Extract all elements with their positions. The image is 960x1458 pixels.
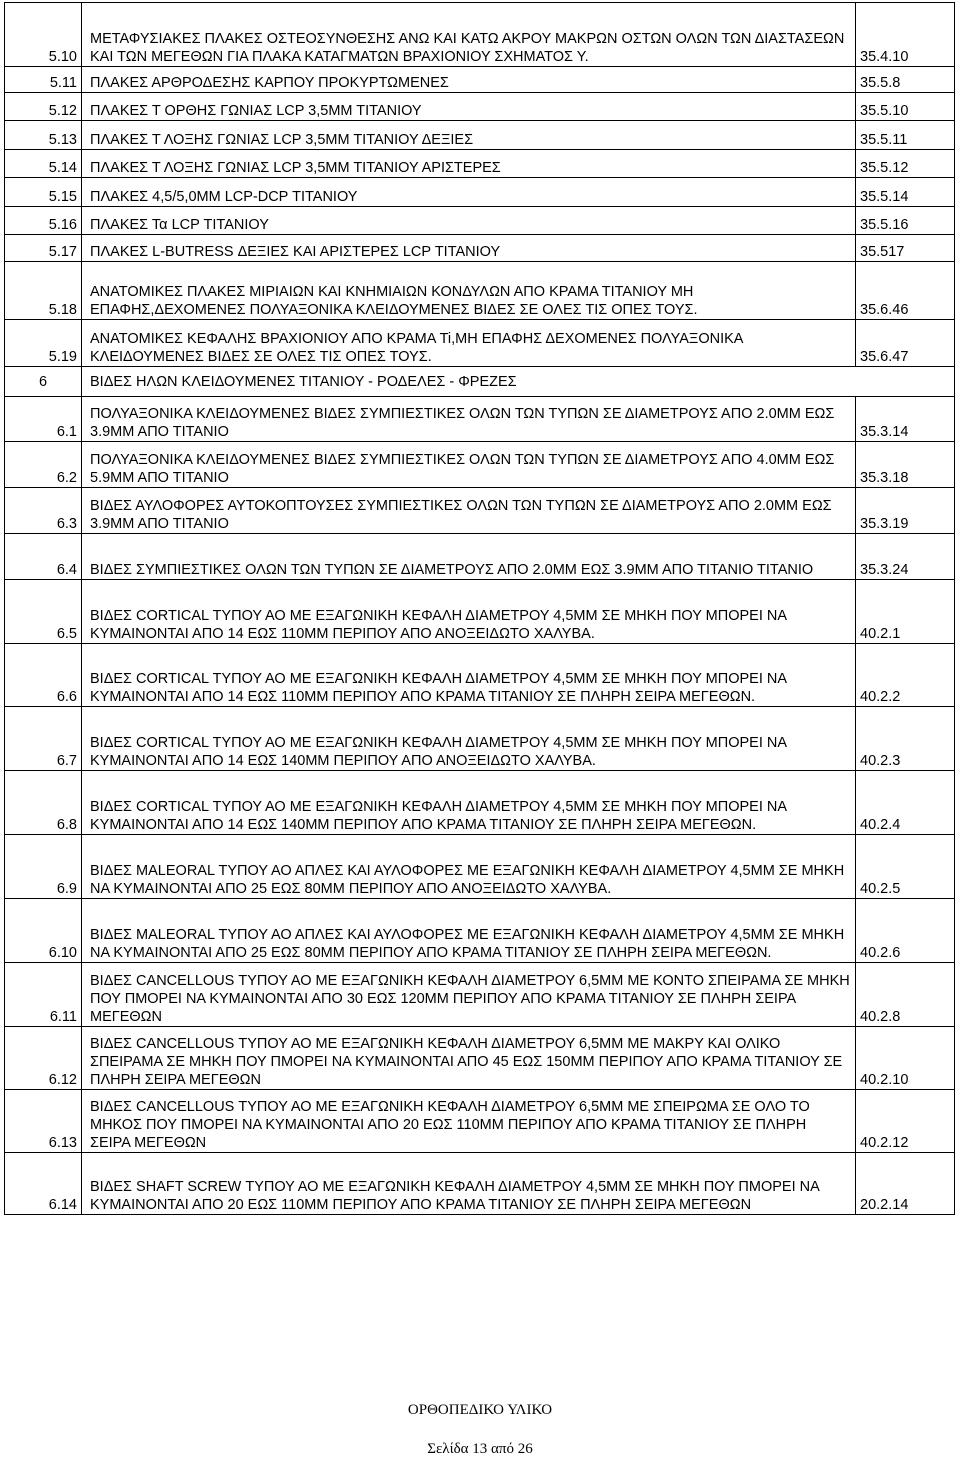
item-description: ΒΙΔΕΣ SHAFT SCREW ΤΥΠΟΥ ΑΟ ΜΕ ΕΞΑΓΩΝΙΚΗ ΚΕΦΑΛΗ ΔΙΑΜΕΤΡΟΥ 4,5ΜΜ ΣΕ ΜΗΚΗ ΠΟΥ ΠΜΟΡΕΙ ΝΑ ΚΥΜΑΙΝΟΝΤΑΙ ΑΠΟ 20 ΕΩΣ 110ΜΜ ΠΕΡΙΠΟΥ ΑΠΟ ΚΡΑΜΑ ΤΙΤΑΝΙΟΥ ΣΕ ΠΛΗΡΗ ΣΕΙΡΑ ΜΕΓΕΘΩΝ bbox=[82, 1153, 856, 1215]
item-description: ΠΛΑΚΕΣ L-BUTRESS ΔΕΞΙΕΣ ΚΑΙ ΑΡΙΣΤΕΡΕΣ LCP ΤΙΤΑΝΙΟΥ bbox=[82, 235, 856, 262]
item-number: 6.3 bbox=[5, 488, 82, 534]
item-code: 40.2.2 bbox=[856, 644, 955, 707]
table-row bbox=[5, 178, 955, 207]
item-code: 35.6.47 bbox=[856, 320, 955, 367]
item-description: ΒΙΔΕΣ ΑΥΛΟΦΟΡΕΣ ΑΥΤΟΚΟΠΤΟΥΣΕΣ ΣΥΜΠΙΕΣΤΙΚΕΣ ΟΛΩΝ ΤΩΝ ΤΥΠΩΝ ΣΕ ΔΙΑΜΕΤΡΟΥΣ ΑΠΟ 2.0ΜΜ ΕΩΣ 3.9ΜΜ ΑΠΟ ΤΙΤΑΝΙΟ bbox=[82, 488, 856, 534]
item-description: ΒΙΔΕΣ CANCELLOUS ΤΥΠΟΥ ΑΟ ΜΕ ΕΞΑΓΩΝΙΚΗ ΚΕΦΑΛΗ ΔΙΑΜΕΤΡΟΥ 6,5ΜΜ ΜΕ ΜΑΚΡΥ ΚΑΙ ΟΛΙΚΟ ΣΠΕΙΡΑΜΑ ΣΕ ΜΗΚΗ ΠΟΥ ΠΜΟΡΕΙ ΝΑ ΚΥΜΑΙΝΟΝΤΑΙ ΑΠΟ 45 ΕΩΣ 150ΜΜ ΠΕΡΙΠΟΥ ΑΠΟ ΚΡΑΜΑ ΤΙΤΑΝΙΟΥ ΣΕ ΠΛΗΡΗ ΣΕΙΡΑ ΜΕΓΕΘΩΝ bbox=[82, 1027, 856, 1090]
item-description: ΒΙΔΕΣ ΗΛΩΝ ΚΛΕΙΔΟΥΜΕΝΕΣ ΤΙΤΑΝΙΟΥ - ΡΟΔΕΛΕΣ - ΦΡΕΖΕΣ bbox=[82, 367, 955, 397]
item-description: ΠΛΑΚΕΣ Τ ΛΟΞΗΣ ΓΩΝΙΑΣ LCP 3,5ΜΜ ΤΙΤΑΝΙΟΥ ΔΕΞΙΕΣ bbox=[82, 121, 856, 150]
item-number: 5.15 bbox=[5, 178, 82, 207]
item-number: 6.9 bbox=[5, 835, 82, 899]
item-code: 40.2.6 bbox=[856, 899, 955, 963]
item-code: 35.5.14 bbox=[856, 178, 955, 207]
item-number: 5.11 bbox=[5, 67, 82, 93]
item-code: 35.3.14 bbox=[856, 397, 955, 442]
item-code: 40.2.5 bbox=[856, 835, 955, 899]
item-number: 5.19 bbox=[5, 320, 82, 367]
item-code: 35.5.10 bbox=[856, 93, 955, 121]
table-row bbox=[5, 963, 955, 1027]
item-description: ΒΙΔΕΣ ΣΥΜΠΙΕΣΤΙΚΕΣ ΟΛΩΝ ΤΩΝ ΤΥΠΩΝ ΣΕ ΔΙΑΜΕΤΡΟΥΣ ΑΠΟ 2.0ΜΜ ΕΩΣ 3.9ΜΜ ΑΠΟ ΤΙΤΑΝΙΟ ΤΙΤΑΝΙΟ bbox=[82, 534, 856, 580]
item-number: 5.17 bbox=[5, 235, 82, 262]
table-row bbox=[5, 1090, 955, 1153]
item-description: ΒΙΔΕΣ MALEORAL ΤΥΠΟΥ ΑΟ ΑΠΛΕΣ ΚΑΙ ΑΥΛΟΦΟΡΕΣ ΜΕ ΕΞΑΓΩΝΙΚΗ ΚΕΦΑΛΗ ΔΙΑΜΕΤΡΟΥ 4,5ΜΜ ΣΕ ΜΗΚΗ ΝΑ ΚΥΜΑΙΝΟΝΤΑΙ ΑΠΟ 25 ΕΩΣ 80ΜΜ ΠΕΡΙΠΟΥ ΑΠΟ ΚΡΑΜΑ ΤΙΤΑΝΙΟΥ ΣΕ ΠΛΗΡΗ ΣΕΙΡΑ ΜΕΓΕΘΩΝ. bbox=[82, 899, 856, 963]
item-code: 40.2.12 bbox=[856, 1090, 955, 1153]
table-row bbox=[5, 93, 955, 121]
item-description: ΒΙΔΕΣ CORTICAL ΤΥΠΟΥ ΑΟ ΜΕ ΕΞΑΓΩΝΙΚΗ ΚΕΦΑΛΗ ΔΙΑΜΕΤΡΟΥ 4,5ΜΜ ΣΕ ΜΗΚΗ ΠΟΥ ΜΠΟΡΕΙ ΝΑ ΚΥΜΑΙΝΟΝΤΑΙ ΑΠΟ 14 ΕΩΣ 110ΜΜ ΠΕΡΙΠΟΥ ΑΠΟ ΑΝΟΞΕΙΔΩΤΟ ΧΑΛΥΒΑ. bbox=[82, 580, 856, 644]
item-description: ΠΟΛΥΑΞΟΝΙΚΑ ΚΛΕΙΔΟΥΜΕΝΕΣ ΒΙΔΕΣ ΣΥΜΠΙΕΣΤΙΚΕΣ ΟΛΩΝ ΤΩΝ ΤΥΠΩΝ ΣΕ ΔΙΑΜΕΤΡΟΥΣ ΑΠΟ 4.0ΜΜ ΕΩΣ 5.9ΜΜ ΑΠΟ ΤΙΤΑΝΙΟ bbox=[82, 442, 856, 488]
table-row bbox=[5, 150, 955, 178]
item-number: 5.14 bbox=[5, 150, 82, 178]
table-row bbox=[5, 235, 955, 262]
item-number: 5.13 bbox=[5, 121, 82, 150]
item-description: ΠΛΑΚΕΣ Τα LCP ΤΙΤΑΝΙΟΥ bbox=[82, 207, 856, 235]
table-row bbox=[5, 121, 955, 150]
item-number: 6.1 bbox=[5, 397, 82, 442]
item-number: 5.16 bbox=[5, 207, 82, 235]
item-number: 6.14 bbox=[5, 1153, 82, 1215]
item-number: 6.4 bbox=[5, 534, 82, 580]
item-number: 6.10 bbox=[5, 899, 82, 963]
table-row bbox=[5, 320, 955, 367]
table-row bbox=[5, 899, 955, 963]
item-description: ΠΛΑΚΕΣ 4,5/5,0ΜΜ LCP-DCP ΤΙΤΑΝΙΟΥ bbox=[82, 178, 856, 207]
item-code: 40.2.10 bbox=[856, 1027, 955, 1090]
table-row bbox=[5, 534, 955, 580]
item-number: 6 bbox=[5, 367, 82, 397]
items-table-body bbox=[5, 3, 955, 1215]
item-code: 35.5.11 bbox=[856, 121, 955, 150]
table-row bbox=[5, 3, 955, 67]
item-code: 35.3.24 bbox=[856, 534, 955, 580]
table-row bbox=[5, 488, 955, 534]
item-number: 6.12 bbox=[5, 1027, 82, 1090]
item-code: 35.4.10 bbox=[856, 3, 955, 67]
table-row bbox=[5, 580, 955, 644]
item-number: 6.11 bbox=[5, 963, 82, 1027]
item-description: ΠΛΑΚΕΣ Τ ΟΡΘΗΣ ΓΩΝΙΑΣ LCP 3,5ΜΜ ΤΙΤΑΝΙΟΥ bbox=[82, 93, 856, 121]
item-number: 6.8 bbox=[5, 771, 82, 835]
item-code: 40.2.4 bbox=[856, 771, 955, 835]
table-row bbox=[5, 397, 955, 442]
item-description: ΠΟΛΥΑΞΟΝΙΚΑ ΚΛΕΙΔΟΥΜΕΝΕΣ ΒΙΔΕΣ ΣΥΜΠΙΕΣΤΙΚΕΣ ΟΛΩΝ ΤΩΝ ΤΥΠΩΝ ΣΕ ΔΙΑΜΕΤΡΟΥΣ ΑΠΟ 2.0ΜΜ ΕΩΣ 3.9ΜΜ ΑΠΟ ΤΙΤΑΝΙΟ bbox=[82, 397, 856, 442]
item-description: ΒΙΔΕΣ CANCELLOUS ΤΥΠΟΥ ΑΟ ΜΕ ΕΞΑΓΩΝΙΚΗ ΚΕΦΑΛΗ ΔΙΑΜΕΤΡΟΥ 6,5ΜΜ ΜΕ ΚΟΝΤΟ ΣΠΕΙΡΑΜΑ ΣΕ ΜΗΚΗ ΠΟΥ ΠΜΟΡΕΙ ΝΑ ΚΥΜΑΙΝΟΝΤΑΙ ΑΠΟ 30 ΕΩΣ 120ΜΜ ΠΕΡΙΠΟΥ ΑΠΟ ΚΡΑΜΑ ΤΙΤΑΝΙΟΥ ΣΕ ΠΛΗΡΗ ΣΕΙΡΑ ΜΕΓΕΘΩΝ bbox=[82, 963, 856, 1027]
item-code: 35.3.19 bbox=[856, 488, 955, 534]
item-number: 6.7 bbox=[5, 707, 82, 771]
table-row bbox=[5, 644, 955, 707]
item-code: 20.2.14 bbox=[856, 1153, 955, 1215]
items-table bbox=[4, 2, 955, 1215]
table-row bbox=[5, 207, 955, 235]
item-number: 5.18 bbox=[5, 262, 82, 320]
item-code: 35.5.8 bbox=[856, 67, 955, 93]
item-code: 35.5.16 bbox=[856, 207, 955, 235]
item-description: ΜΕΤΑΦΥΣΙΑΚΕΣ ΠΛΑΚΕΣ ΟΣΤΕΟΣΥΝΘΕΣΗΣ ΑΝΩ ΚΑΙ ΚΑΤΩ ΑΚΡΟΥ ΜΑΚΡΩΝ ΟΣΤΩΝ ΟΛΩΝ ΤΩΝ ΔΙΑΣΤΑΣΕΩΝ ΚΑΙ ΤΩΝ ΜΕΓΕΘΩΝ ΓΙΑ ΠΛΑΚΑ ΚΑΤΑΓΜΑΤΩΝ ΒΡΑΧΙΟΝΙΟΥ ΣΧΗΜΑΤΟΣ Υ. bbox=[82, 3, 856, 67]
item-code: 35.5.12 bbox=[856, 150, 955, 178]
item-number: 5.12 bbox=[5, 93, 82, 121]
item-code: 35.3.18 bbox=[856, 442, 955, 488]
table-row bbox=[5, 835, 955, 899]
table-row bbox=[5, 771, 955, 835]
item-description: ΒΙΔΕΣ CANCELLOUS ΤΥΠΟΥ ΑΟ ΜΕ ΕΞΑΓΩΝΙΚΗ ΚΕΦΑΛΗ ΔΙΑΜΕΤΡΟΥ 6,5ΜΜ ΜΕ ΣΠΕΙΡΩΜΑ ΣΕ ΟΛΟ ΤΟ ΜΗΚΟΣ ΠΟΥ ΠΜΟΡΕΙ ΝΑ ΚΥΜΑΙΝΟΝΤΑΙ ΑΠΟ 20 ΕΩΣ 110ΜΜ ΠΕΡΙΠΟΥ ΑΠΟ ΚΡΑΜΑ ΤΙΤΑΝΙΟΥ ΣΕ ΠΛΗΡΗ ΣΕΙΡΑ ΜΕΓΕΘΩΝ bbox=[82, 1090, 856, 1153]
footer-page-number: Σελίδα 13 από 26 bbox=[427, 1441, 533, 1457]
table-row bbox=[5, 442, 955, 488]
item-description: ΑΝΑΤΟΜΙΚΕΣ ΠΛΑΚΕΣ ΜΙΡΙΑΙΩΝ ΚΑΙ ΚΝΗΜΙΑΙΩΝ ΚΟΝΔΥΛΩΝ ΑΠΟ ΚΡΑΜΑ ΤΙΤΑΝΙΟΥ ΜΗ ΕΠΑΦΗΣ,ΔΕΧΟΜΕΝΕΣ ΠΟΛΥΑΞΟΝΙΚΑ ΚΛΕΙΔΟΥΜΕΝΕΣ ΒΙΔΕΣ ΣΕ ΟΛΕΣ ΤΙΣ ΟΠΕΣ ΤΟΥΣ. bbox=[82, 262, 856, 320]
item-description: ΒΙΔΕΣ CORTICAL ΤΥΠΟΥ ΑΟ ΜΕ ΕΞΑΓΩΝΙΚΗ ΚΕΦΑΛΗ ΔΙΑΜΕΤΡΟΥ 4,5ΜΜ ΣΕ ΜΗΚΗ ΠΟΥ ΜΠΟΡΕΙ ΝΑ ΚΥΜΑΙΝΟΝΤΑΙ ΑΠΟ 14 ΕΩΣ 110ΜΜ ΠΕΡΙΠΟΥ ΑΠΟ ΚΡΑΜΑ ΤΙΤΑΝΙΟΥ ΣΕ ΠΛΗΡΗ ΣΕΙΡΑ ΜΕΓΕΘΩΝ. bbox=[82, 644, 856, 707]
item-code: 40.2.1 bbox=[856, 580, 955, 644]
item-number: 6.5 bbox=[5, 580, 82, 644]
item-description: ΠΛΑΚΕΣ ΑΡΘΡΟΔΕΣΗΣ ΚΑΡΠΟΥ ΠΡΟΚΥΡΤΩΜΕΝΕΣ bbox=[82, 67, 856, 93]
table-row bbox=[5, 1027, 955, 1090]
item-number: 6.2 bbox=[5, 442, 82, 488]
item-description: ΒΙΔΕΣ CORTICAL ΤΥΠΟΥ ΑΟ ΜΕ ΕΞΑΓΩΝΙΚΗ ΚΕΦΑΛΗ ΔΙΑΜΕΤΡΟΥ 4,5ΜΜ ΣΕ ΜΗΚΗ ΠΟΥ ΜΠΟΡΕΙ ΝΑ ΚΥΜΑΙΝΟΝΤΑΙ ΑΠΟ 14 ΕΩΣ 140ΜΜ ΠΕΡΙΠΟΥ ΑΠΟ ΚΡΑΜΑ ΤΙΤΑΝΙΟΥ ΣΕ ΠΛΗΡΗ ΣΕΙΡΑ ΜΕΓΕΘΩΝ. bbox=[82, 771, 856, 835]
item-description: ΒΙΔΕΣ MALEORAL ΤΥΠΟΥ ΑΟ ΑΠΛΕΣ ΚΑΙ ΑΥΛΟΦΟΡΕΣ ΜΕ ΕΞΑΓΩΝΙΚΗ ΚΕΦΑΛΗ ΔΙΑΜΕΤΡΟΥ 4,5ΜΜ ΣΕ ΜΗΚΗ ΝΑ ΚΥΜΑΙΝΟΝΤΑΙ ΑΠΟ 25 ΕΩΣ 80ΜΜ ΠΕΡΙΠΟΥ ΑΠΟ ΑΝΟΞΕΙΔΩΤΟ ΧΑΛΥΒΑ. bbox=[82, 835, 856, 899]
item-number: 6.13 bbox=[5, 1090, 82, 1153]
item-description: ΒΙΔΕΣ CORTICAL ΤΥΠΟΥ ΑΟ ΜΕ ΕΞΑΓΩΝΙΚΗ ΚΕΦΑΛΗ ΔΙΑΜΕΤΡΟΥ 4,5ΜΜ ΣΕ ΜΗΚΗ ΠΟΥ ΜΠΟΡΕΙ ΝΑ ΚΥΜΑΙΝΟΝΤΑΙ ΑΠΟ 14 ΕΩΣ 140ΜΜ ΠΕΡΙΠΟΥ ΑΠΟ ΑΝΟΞΕΙΔΩΤΟ ΧΑΛΥΒΑ. bbox=[82, 707, 856, 771]
table-row bbox=[5, 1153, 955, 1215]
item-code: 40.2.3 bbox=[856, 707, 955, 771]
item-number: 5.10 bbox=[5, 3, 82, 67]
section-row bbox=[5, 367, 955, 397]
table-row bbox=[5, 262, 955, 320]
item-description: ΑΝΑΤΟΜΙΚΕΣ ΚΕΦΑΛΗΣ ΒΡΑΧΙΟΝΙΟΥ ΑΠΟ ΚΡΑΜΑ Ti,ΜΗ ΕΠΑΦΗΣ ΔΕΧΟΜΕΝΕΣ ΠΟΛΥΑΞΟΝΙΚΑ ΚΛΕΙΔΟΥΜΕΝΕΣ ΒΙΔΕΣ ΣΕ ΟΛΕΣ ΤΙΣ ΟΠΕΣ ΤΟΥΣ. bbox=[82, 320, 856, 367]
item-code: 35.6.46 bbox=[856, 262, 955, 320]
table-row bbox=[5, 707, 955, 771]
item-code: 40.2.8 bbox=[856, 963, 955, 1027]
item-number: 6.6 bbox=[5, 644, 82, 707]
item-description: ΠΛΑΚΕΣ Τ ΛΟΞΗΣ ΓΩΝΙΑΣ LCP 3,5ΜΜ ΤΙΤΑΝΙΟΥ ΑΡΙΣΤΕΡΕΣ bbox=[82, 150, 856, 178]
table-row bbox=[5, 67, 955, 93]
item-code: 35.517 bbox=[856, 235, 955, 262]
footer-title: ΟΡΘΟΠΕΔΙΚΟ ΥΛΙΚΟ bbox=[407, 1402, 553, 1418]
